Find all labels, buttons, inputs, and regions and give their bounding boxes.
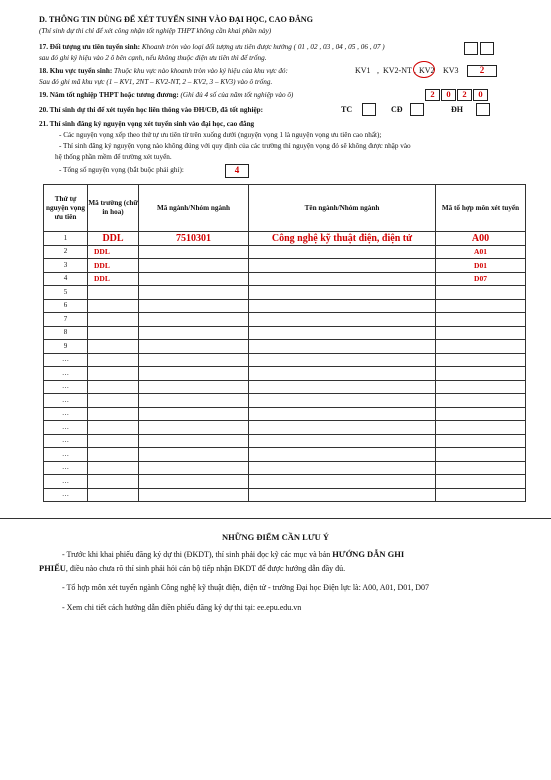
cell-major-code[interactable] (139, 299, 249, 313)
table-row (44, 245, 526, 259)
cell-major-code[interactable] (139, 434, 249, 448)
q19-digit-box-4[interactable] (473, 89, 488, 101)
cell-school-code[interactable] (88, 434, 139, 448)
notes-title: NHỮNG ĐIỂM CẦN LƯU Ý (221, 532, 330, 542)
cell-order[interactable]: 7 (44, 313, 88, 327)
cell-major-name[interactable] (249, 380, 436, 394)
cell-school-code[interactable] (88, 380, 139, 394)
cell-school-code[interactable]: DDL (88, 245, 139, 259)
cell-major-name[interactable] (249, 475, 436, 489)
q21-total-label: - Tổng số nguyện vọng (bắt buộc phải ghi): (59, 166, 184, 174)
q20-tc-checkbox[interactable] (362, 103, 376, 116)
notes-p1-bold: HƯỚNG DẪN GHI (332, 549, 405, 559)
cell-combo[interactable] (436, 286, 526, 300)
cell-order[interactable]: … (44, 353, 88, 367)
table-row (44, 313, 526, 327)
header-major-name: Tên ngành/Nhóm ngành (249, 185, 436, 232)
cell-order[interactable]: … (44, 394, 88, 408)
q18-code-box[interactable] (467, 65, 497, 77)
table-row (44, 232, 526, 246)
table-header-row (44, 185, 526, 232)
q18-text2: Sau đó ghi mã khu vực (1 – KV1, 2NT – KV2-NT, 2 – KV2, 3 – KV3) vào ô trống. (39, 78, 273, 86)
cell-combo[interactable] (436, 448, 526, 462)
cell-school-code[interactable] (88, 326, 139, 340)
cell-combo[interactable] (436, 326, 526, 340)
cell-combo[interactable] (436, 380, 526, 394)
q18-code-value: 2 (479, 65, 485, 75)
q18-separator-1: , (377, 66, 379, 75)
cell-major-code[interactable] (139, 421, 249, 435)
wishes-table (43, 184, 526, 502)
cell-major-name[interactable] (249, 340, 436, 354)
cell-combo[interactable]: A00 (436, 232, 526, 246)
header-school-code: Mã trường (chữ in hoa) (88, 185, 139, 232)
notes-p1-text: - Trước khi khai phiếu đăng ký dự thi (ĐKDT), thí sinh phải đọc kỹ các mục và bản (62, 550, 333, 559)
cell-order[interactable]: … (44, 434, 88, 448)
q20-cd-checkbox[interactable] (410, 103, 424, 116)
q19-digit-2: 0 (446, 89, 451, 99)
table-row (44, 421, 526, 435)
q18-text: Thuộc khu vực nào khoanh tròn vào ký hiệu của khu vực đó: (112, 67, 288, 75)
cell-major-name[interactable] (249, 448, 436, 462)
cell-major-code[interactable] (139, 313, 249, 327)
table-row (44, 353, 526, 367)
cell-order[interactable]: … (44, 407, 88, 421)
cell-major-code[interactable] (139, 367, 249, 381)
table-row (44, 299, 526, 313)
cell-combo[interactable] (436, 353, 526, 367)
section-note: (Thí sinh dự thi chỉ để xét công nhận tốt nghiệp THPT không cần khai phần này) (39, 27, 272, 35)
cell-combo[interactable] (436, 475, 526, 489)
notes-p1-bold2: PHIẾU (39, 563, 66, 573)
q18-option-kv2[interactable]: KV2 (419, 66, 435, 75)
q21-bullet-2a: - Thí sinh đăng ký nguyện vọng nào không đúng với quy định của các trường thì nguyện vọng đó sẽ không được nhập vào (59, 142, 411, 150)
q21-total-value: 4 (234, 165, 240, 175)
q19-line (39, 91, 293, 99)
q18-option-kv2nt[interactable]: KV2-NT (383, 66, 412, 75)
notes-p1-text2: , điều nào chưa rõ thí sinh phải hỏi cán bộ tiếp nhận ĐKDT để được hướng dẫn đầy đủ. (65, 564, 346, 573)
cell-major-name[interactable] (249, 394, 436, 408)
q19-digit-box-2[interactable] (441, 89, 456, 101)
q17-box-2[interactable] (480, 42, 494, 55)
cell-major-name[interactable] (249, 367, 436, 381)
cell-major-code[interactable] (139, 286, 249, 300)
selected-circle-icon (413, 61, 435, 78)
header-combo: Mã tổ hợp môn xét tuyển (436, 185, 526, 232)
cell-major-name[interactable] (249, 245, 436, 259)
q17-text2: sau đó ghi ký hiệu vào 2 ô bên cạnh, nếu không thuộc diện ưu tiên thì để trống. (39, 54, 267, 62)
cell-order[interactable]: … (44, 421, 88, 435)
cell-major-code[interactable] (139, 407, 249, 421)
table-row (44, 488, 526, 502)
cell-combo[interactable] (436, 407, 526, 421)
cell-school-code[interactable] (88, 394, 139, 408)
q19-label: 19. Năm tốt nghiệp THPT hoặc tương đương: (39, 91, 179, 99)
cell-school-code[interactable]: DDL (88, 272, 139, 286)
cell-major-name[interactable] (249, 272, 436, 286)
section-divider (0, 518, 551, 519)
header-major-code: Mã ngành/Nhóm ngành (139, 185, 249, 232)
cell-order[interactable]: 9 (44, 340, 88, 354)
cell-school-code[interactable] (88, 367, 139, 381)
cell-combo[interactable]: D01 (436, 259, 526, 273)
cell-school-code[interactable] (88, 488, 139, 502)
table-row (44, 475, 526, 489)
notes-p1-line2 (39, 563, 345, 573)
cell-major-code[interactable] (139, 340, 249, 354)
cell-major-code[interactable] (139, 475, 249, 489)
q21-total-box[interactable] (225, 164, 249, 178)
cell-combo[interactable]: A01 (436, 245, 526, 259)
notes-p3: - Xem chi tiết cách hướng dẫn điền phiếu đăng ký dự thi tại: ee.epu.edu.vn (62, 603, 302, 612)
q19-digit-box-3[interactable] (457, 89, 472, 101)
q19-digit-box-1[interactable] (425, 89, 440, 101)
q19-digit-4: 0 (478, 89, 483, 99)
cell-school-code[interactable] (88, 286, 139, 300)
q18-line (39, 67, 288, 75)
cell-major-name[interactable] (249, 407, 436, 421)
q19-note: (Ghi đủ 4 số của năm tốt nghiệp vào ô) (178, 91, 294, 99)
q20-dh-label: ĐH (451, 105, 463, 114)
q20-label: 20. Thí sinh dự thi để xét tuyển học liên thông vào ĐH/CĐ, đã tốt nghiệp: (39, 106, 264, 114)
q20-dh-checkbox[interactable] (476, 103, 490, 116)
cell-order[interactable]: 1 (44, 232, 88, 246)
cell-school-code[interactable] (88, 461, 139, 475)
cell-major-code[interactable] (139, 245, 249, 259)
cell-combo[interactable] (436, 488, 526, 502)
cell-major-name[interactable]: Công nghệ kỹ thuật điện, điện tử (249, 232, 436, 246)
cell-order[interactable]: 5 (44, 286, 88, 300)
q21-bullet-2b: hệ thống phần mềm để trường xét tuyển. (55, 153, 172, 161)
cell-school-code[interactable]: DDL (88, 259, 139, 273)
cell-order[interactable]: … (44, 380, 88, 394)
q18-separator-2: , (414, 66, 416, 75)
table-row (44, 380, 526, 394)
cell-major-name[interactable] (249, 488, 436, 502)
q19-digit-1: 2 (430, 89, 435, 99)
q21-bullet-1: - Các nguyện vọng xếp theo thứ tự ưu tiên từ trên xuống dưới (nguyện vọng 1 là nguyện vọng ưu tiên cao nhất); (59, 131, 382, 139)
q21-label: 21. Thí sinh đăng ký nguyện vọng xét tuyển sinh vào đại học, cao đẳng (39, 120, 255, 128)
cell-school-code[interactable] (88, 353, 139, 367)
cell-school-code[interactable] (88, 313, 139, 327)
table-row (44, 272, 526, 286)
q17-line (39, 43, 385, 51)
table-row (44, 340, 526, 354)
cell-school-code[interactable] (88, 448, 139, 462)
table-row (44, 367, 526, 381)
cell-school-code[interactable] (88, 421, 139, 435)
q18-option-kv1[interactable]: KV1 (355, 66, 371, 75)
cell-order[interactable]: 3 (44, 259, 88, 273)
cell-major-name[interactable] (249, 313, 436, 327)
cell-major-name[interactable] (249, 326, 436, 340)
cell-major-code[interactable] (139, 394, 249, 408)
cell-major-code[interactable]: 7510301 (139, 232, 249, 246)
cell-major-name[interactable] (249, 461, 436, 475)
cell-major-name[interactable] (249, 421, 436, 435)
cell-major-code[interactable] (139, 448, 249, 462)
cell-major-code[interactable] (139, 380, 249, 394)
cell-school-code[interactable] (88, 407, 139, 421)
cell-major-code[interactable] (139, 272, 249, 286)
header-order: Thứ tự nguyện vọng ưu tiên (44, 185, 88, 232)
notes-p1-line1 (62, 549, 404, 559)
cell-major-name[interactable] (249, 299, 436, 313)
table-row (44, 259, 526, 273)
q17-box-1[interactable] (464, 42, 478, 55)
cell-order[interactable]: 8 (44, 326, 88, 340)
cell-order[interactable]: 4 (44, 272, 88, 286)
table-row (44, 461, 526, 475)
cell-major-name[interactable] (249, 434, 436, 448)
cell-order[interactable]: … (44, 367, 88, 381)
q17-text: Khoanh tròn vào loại đối tượng ưu tiên được hưởng ( 01 , 02 , 03 , 04 , 05 , 06 , 07 ) (140, 43, 385, 51)
notes-p2: - Tổ hợp môn xét tuyển ngành Công nghệ kỹ thuật điện, điện tử - trường Đại học Điện lực là: A00, A01, D01, D07 (62, 583, 430, 592)
table-row (44, 286, 526, 300)
table-row (44, 394, 526, 408)
section-title: D. THÔNG TIN DÙNG ĐỂ XÉT TUYỂN SINH VÀO ĐẠI HỌC, CAO ĐẲNG (39, 15, 314, 24)
cell-school-code[interactable] (88, 340, 139, 354)
q18-label: 18. Khu vực tuyển sinh: (39, 67, 113, 75)
cell-order[interactable]: … (44, 461, 88, 475)
cell-school-code[interactable]: DDL (88, 232, 139, 246)
cell-order[interactable]: … (44, 488, 88, 502)
cell-combo[interactable] (436, 421, 526, 435)
cell-major-name[interactable] (249, 259, 436, 273)
cell-order[interactable]: 2 (44, 245, 88, 259)
q19-digit-3: 2 (462, 89, 467, 99)
q17-label: 17. Đối tượng ưu tiên tuyển sinh: (39, 43, 141, 51)
cell-major-name[interactable] (249, 286, 436, 300)
cell-major-code[interactable] (139, 326, 249, 340)
table-row (44, 326, 526, 340)
cell-combo[interactable] (436, 461, 526, 475)
table-row (44, 407, 526, 421)
cell-major-code[interactable] (139, 259, 249, 273)
cell-school-code[interactable] (88, 475, 139, 489)
cell-major-name[interactable] (249, 353, 436, 367)
cell-major-code[interactable] (139, 353, 249, 367)
cell-combo[interactable] (436, 394, 526, 408)
cell-combo[interactable] (436, 313, 526, 327)
table-row (44, 448, 526, 462)
table-row (44, 434, 526, 448)
cell-combo[interactable] (436, 340, 526, 354)
cell-major-code[interactable] (139, 461, 249, 475)
cell-combo[interactable] (436, 367, 526, 381)
cell-order[interactable]: … (44, 475, 88, 489)
q20-tc-label: TC (341, 105, 353, 114)
cell-order[interactable]: 6 (44, 299, 88, 313)
cell-combo[interactable]: D07 (436, 272, 526, 286)
cell-major-code[interactable] (139, 488, 249, 502)
cell-order[interactable]: … (44, 448, 88, 462)
q18-option-kv3[interactable]: KV3 (443, 66, 459, 75)
cell-combo[interactable] (436, 434, 526, 448)
cell-combo[interactable] (436, 299, 526, 313)
q20-cd-label: CĐ (391, 105, 403, 114)
cell-school-code[interactable] (88, 299, 139, 313)
